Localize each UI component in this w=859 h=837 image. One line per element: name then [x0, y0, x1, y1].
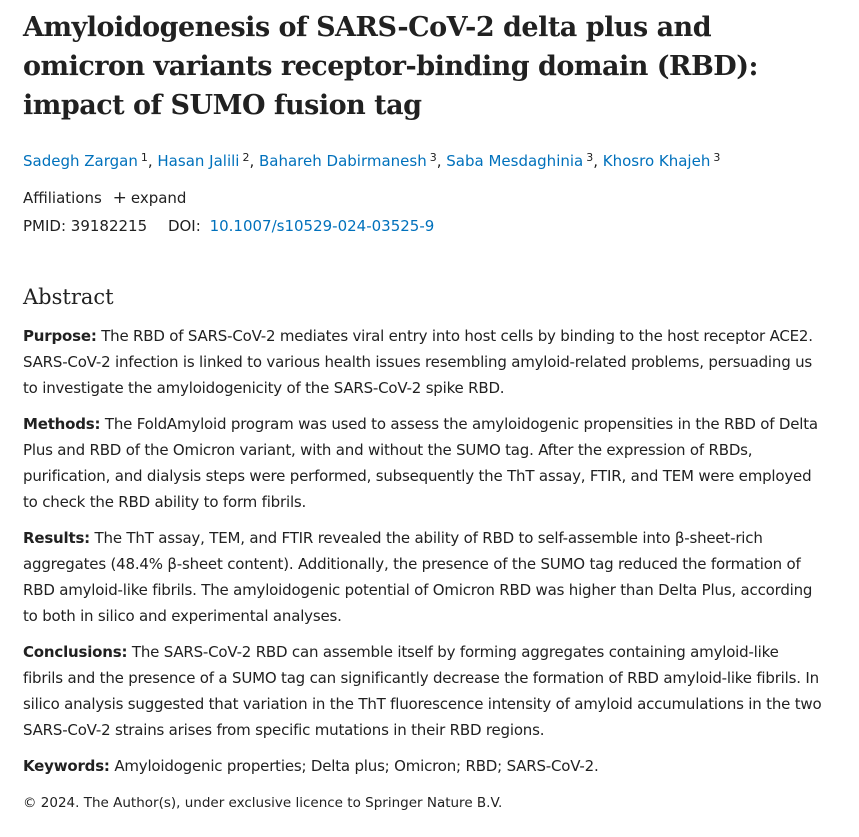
plus-icon: + [112, 188, 127, 208]
abstract-section-results [23, 525, 823, 629]
author-item: Bahareh Dabirmanesh $^3$, [259, 151, 447, 170]
abstract-section-conclusions [23, 639, 823, 743]
section-text: The SARS-CoV-2 RBD can assemble itself by forming aggregates containing amyloid-like fibrils and the presence of a SUMO tag can significantly decrease the formation of RBD amyloid-like fibrils. In silico analysis suggested that variation in the ThT fluorescence intensity of amyloid accumulations in the two SARS-CoV-2 strains arises from specific mutations in their RBD regions. [23, 643, 822, 739]
affiliations-row [23, 187, 823, 209]
copyright-notice: © 2024. The Author(s), under exclusive licence to Springer Nature B.V. [23, 795, 503, 811]
abstract-heading: Abstract [23, 285, 114, 309]
keywords-text: Amyloidogenic properties; Delta plus; Omicron; RBD; SARS-CoV-2. [109, 757, 599, 775]
pmid-value: 39182215 [70, 217, 148, 235]
affiliation-number[interactable]: 3 [713, 151, 721, 164]
section-label: Methods: [23, 415, 101, 433]
author-link[interactable]: Bahareh Dabirmanesh [259, 152, 427, 170]
keywords [23, 753, 823, 779]
section-text: The RBD of SARS-CoV-2 mediates viral entry into host cells by binding to the host receptor ACE2. SARS-CoV-2 infection is linked to various health issues resembling amyloid-related problems, persuading us to investigate the amyloidogenicity of the SARS-CoV-2 spike RBD. [23, 327, 813, 397]
author-link[interactable]: Sadegh Zargan [23, 152, 138, 170]
author-item: Saba Mesdaghinia $^3$, [446, 151, 603, 170]
affiliations-label: Affiliations [23, 189, 102, 207]
affiliation-number[interactable]: 2 [242, 151, 250, 164]
author-link[interactable]: Saba Mesdaghinia [446, 152, 584, 170]
keywords-label: Keywords: [23, 757, 110, 775]
article-page [23, 8, 823, 813]
affiliation-number[interactable]: 3 [586, 151, 594, 164]
identifiers-row [23, 215, 823, 237]
abstract-body [23, 323, 823, 779]
author-link[interactable]: Khosro Khajeh [602, 152, 711, 170]
expand-label: expand [130, 189, 187, 207]
abstract-section-purpose [23, 323, 823, 401]
author-item: Sadegh Zargan $^1$, [23, 151, 158, 170]
section-label: Results: [23, 529, 90, 547]
section-label: Conclusions: [23, 643, 128, 661]
expand-affiliations-button[interactable] [113, 189, 187, 207]
affiliation-number[interactable]: 3 [429, 151, 437, 164]
author-link[interactable]: Hasan Jalili [157, 152, 240, 170]
doi-link[interactable]: 10.1007/s10529-024-03525-9 [209, 217, 435, 235]
section-label: Purpose: [23, 327, 97, 345]
section-text: The ThT assay, TEM, and FTIR revealed the ability of RBD to self-assemble into β-sheet-rich aggregates (48.4% β-sheet content). Additionally, the presence of the SUMO tag reduced the formation of RBD amyloid-like fibrils. The amyloidogenic potential of Omicron RBD was higher than Delta Plus, according to both in silico and experimental analyses. [23, 529, 813, 625]
abstract-section-methods [23, 411, 823, 515]
section-text: The FoldAmyloid program was used to assess the amyloidogenic propensities in the RBD of Delta Plus and RBD of the Omicron variant, with and without the SUMO tag. After the expression of RBDs, purification, and dialysis steps were performed, subsequently the ThT assay, FTIR, and TEM were employed to check the RBD ability to form fibrils. [23, 415, 818, 511]
article-title: Amyloidogenesis of SARS-CoV-2 delta plus and omicron variants receptor-binding domain (RBD): impact of SUMO fusion tag [23, 12, 758, 121]
pmid-label: PMID: [23, 217, 67, 235]
affiliation-number[interactable]: 1 [140, 151, 148, 164]
author-item [603, 152, 721, 170]
doi-label: DOI: [167, 217, 201, 235]
author-item: Hasan Jalili $^2$, [157, 151, 259, 170]
authors-list [23, 147, 823, 172]
